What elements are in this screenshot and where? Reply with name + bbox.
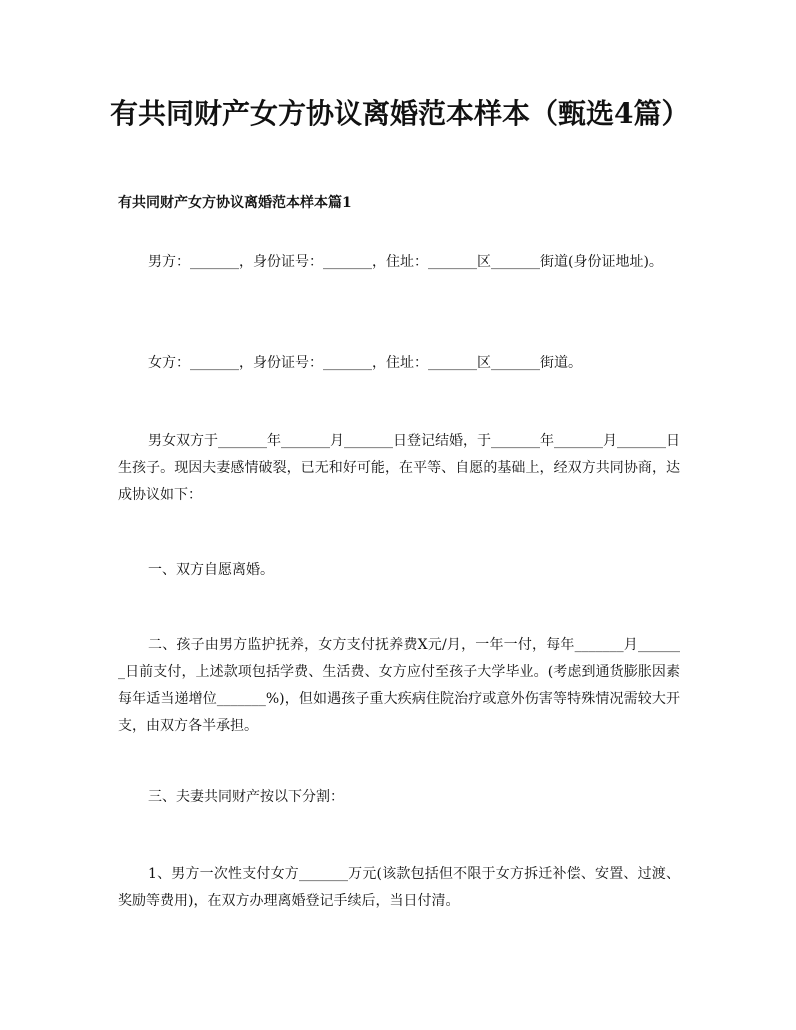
paragraph-clause-3: 三、夫妻共同财产按以下分割： (148, 789, 344, 805)
paragraph-marriage-info: 男女双方于_______年_______月_______日登记结婚，于_______年_______月_______日生孩子。现因夫妻感情破裂，已无和好可能，在平等、自愿的基础上，经双方共同协商，达成协议如下： (118, 433, 680, 503)
paragraph-clause-3-1: 1、男方一次性支付女方_______万元(该款包括但不限于女方拆迁补偿、安置、过渡、奖励等费用)，在双方办理离婚登记手续后，当日付清。 (118, 866, 680, 909)
section-heading: 有共同财产女方协议离婚范本样本篇1 (118, 195, 352, 211)
paragraph-male-party: 男方：_______，身份证号：_______，住址：_______区_______街道(身份证地址)。 (148, 254, 663, 270)
paragraph-clause-1: 一、双方自愿离婚。 (148, 562, 274, 578)
paragraph-female-party: 女方：_______，身份证号：_______，住址：_______区_______街道。 (148, 355, 582, 371)
document-title: 有共同财产女方协议离婚范本样本（甄选4篇） (110, 97, 690, 130)
paragraph-clause-2: 二、孩子由男方监护抚养，女方支付抚养费X元/月，一年一付，每年_______月_______日前支付，上述款项包括学费、生活费、女方应付至孩子大学毕业。(考虑到通货膨胀因素每年适当递增位_______%)，但如遇孩子重大疾病住院治疗或意外伤害等特殊情况需较大开支，由双方各半承担。 (118, 637, 680, 734)
